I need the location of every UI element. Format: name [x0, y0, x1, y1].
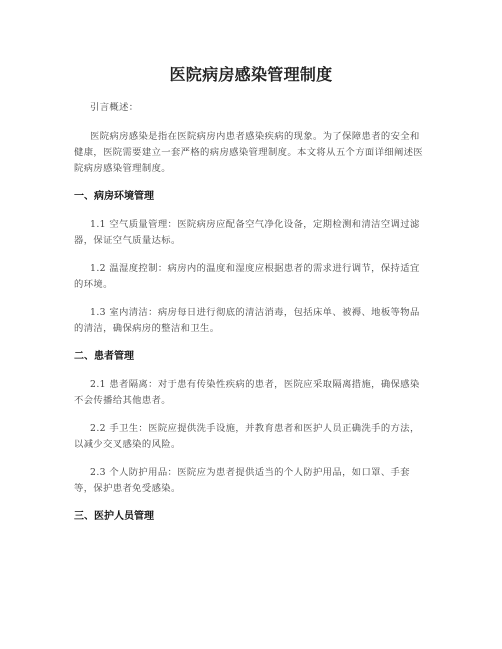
section-heading-patient: 二、患者管理	[74, 351, 134, 362]
document-body	[74, 100, 428, 537]
paragraph-1-1: 1.1 空气质量管理：医院病房应配备空气净化设备，定期检测和清洁空调过滤器，保证空气质量达标。	[74, 219, 420, 246]
paragraph-2-2: 2.2 手卫生：医院应提供洗手设施，并教育患者和医护人员正确洗手的方法，以减少交叉感染的风险。	[74, 423, 420, 450]
paragraph-2-3: 2.3 个人防护用品：医院应为患者提供适当的个人防护用品，如口罩、手套等，保护患者免受感染。	[74, 467, 410, 494]
paragraph-1-2: 1.2 温湿度控制：病房内的温度和湿度应根据患者的需求进行调节，保持适宜的环境。	[74, 263, 420, 290]
paragraph-2-1: 2.1 患者隔离：对于患有传染性疾病的患者，医院应采取隔离措施，确保感染不会传播给其他患者。	[74, 379, 420, 406]
paragraph-1-3: 1.3 室内清洁：病房每日进行彻底的清洁消毒，包括床单、被褥、地板等物品的清洁，确保病房的整洁和卫生。	[74, 307, 420, 334]
intro-paragraph: 医院病房感染是指在医院病房内患者感染疾病的现象。为了保障患者的安全和健康，医院需要建立一套严格的病房感染管理制度。本文将从五个方面详细阐述医院病房感染管理制度。	[74, 131, 424, 174]
document-title: 医院病房感染管理制度	[169, 65, 333, 84]
intro-label: 引言概述：	[90, 102, 139, 113]
section-heading-environment: 一、病房环境管理	[74, 191, 154, 202]
section-heading-staff: 三、医护人员管理	[74, 511, 154, 522]
